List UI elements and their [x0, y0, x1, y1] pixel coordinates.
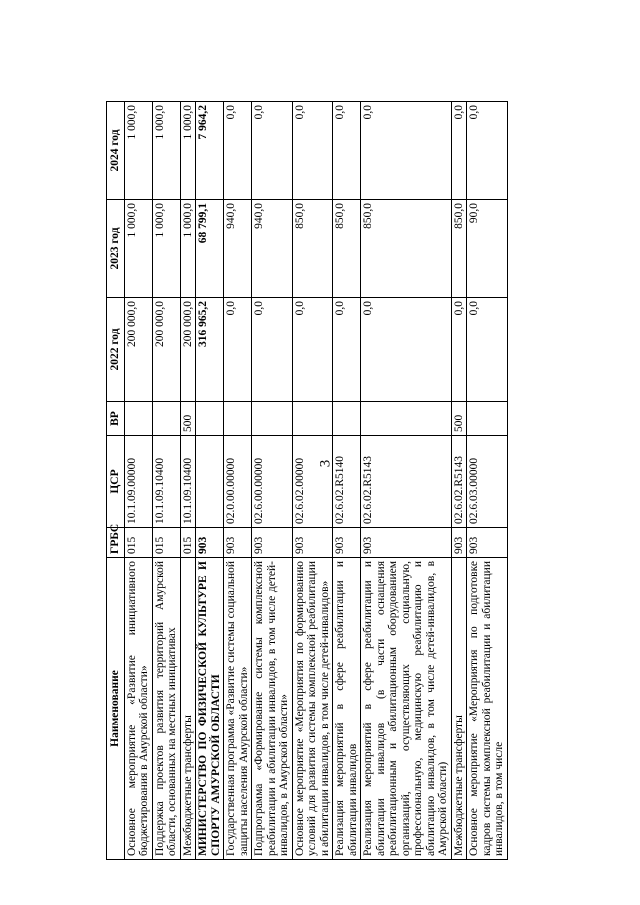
table-row: [224, 102, 252, 860]
cell-name: Основное мероприятие «Мероприятия по формированию условий для развития системы комплексной реабилитации и абилитации инвалидов, в том числе детей-инвалидов»: [292, 558, 333, 860]
cell-2022: 0,0: [451, 298, 467, 402]
cell-vr: [124, 402, 152, 436]
cell-name: Межбюджетные трансферты: [451, 558, 467, 860]
cell-2023: 940,0: [224, 200, 252, 298]
table-row: [292, 102, 333, 860]
header-csr: ЦСР: [107, 436, 125, 528]
cell-2024: 1 000,0: [180, 102, 196, 200]
cell-2022: 0,0: [252, 298, 293, 402]
cell-vr: 500: [451, 402, 467, 436]
cell-csr: 02.6.02.00000: [292, 436, 333, 528]
cell-vr: [152, 402, 180, 436]
cell-2024: 0,0: [252, 102, 293, 200]
cell-2024: 0,0: [292, 102, 333, 200]
budget-table: [106, 101, 508, 860]
table-row: [467, 102, 508, 860]
cell-vr: [224, 402, 252, 436]
cell-2024: 7 964,2: [196, 102, 224, 200]
header-2022: 2022 год: [107, 298, 125, 402]
table-row: [333, 102, 361, 860]
cell-vr: [292, 402, 333, 436]
table-row: [451, 102, 467, 860]
cell-vr: [333, 402, 361, 436]
cell-2023: 90,0: [467, 200, 508, 298]
cell-2022: 200 000,0: [180, 298, 196, 402]
cell-csr: 02.6.00.00000: [252, 436, 293, 528]
cell-grbs: 015: [180, 528, 196, 558]
cell-grbs: 903: [467, 528, 508, 558]
cell-csr: 02.6.03.00000: [467, 436, 508, 528]
cell-2022: 200 000,0: [124, 298, 152, 402]
cell-2023: 1 000,0: [180, 200, 196, 298]
cell-grbs: 903: [292, 528, 333, 558]
cell-2024: 1 000,0: [124, 102, 152, 200]
table-header-row: [107, 102, 125, 860]
table-row: [152, 102, 180, 860]
cell-name: Реализация мероприятий в сфере реабилитации и абилитации инвалидов (в части оснащения реабилитационным и абилитационным оборудованием организаций, осуществляющих социальную, профессиональную, медицинскую реабилитацию и абилитацию инвалидов, в том числе детей-инвалидов, в Амурской области): [361, 558, 452, 860]
cell-2022: 0,0: [333, 298, 361, 402]
cell-2023: 850,0: [333, 200, 361, 298]
cell-grbs: 903: [224, 528, 252, 558]
cell-name: Поддержка проектов развития территорий Амурской области, основанных на местных инициативах: [152, 558, 180, 860]
cell-2023: 850,0: [361, 200, 452, 298]
header-grbs: ГРБС: [107, 528, 125, 558]
header-2024: 2024 год: [107, 102, 125, 200]
table-row: [196, 102, 224, 860]
table-row: [180, 102, 196, 860]
cell-csr: 02.0.00.00000: [224, 436, 252, 528]
cell-name: Государственная программа «Развитие системы социальной защиты населения Амурской области»: [224, 558, 252, 860]
cell-vr: [467, 402, 508, 436]
cell-csr: 10.1.09.00000: [124, 436, 152, 528]
cell-2022: 0,0: [292, 298, 333, 402]
cell-2024: 0,0: [333, 102, 361, 200]
header-2023: 2023 год: [107, 200, 125, 298]
cell-name: Основное мероприятие «Развитие инициативного бюджетирования в Амурской области»: [124, 558, 152, 860]
cell-2022: 0,0: [467, 298, 508, 402]
rotated-table-container: [106, 102, 536, 860]
cell-2024: 0,0: [361, 102, 452, 200]
cell-grbs: 903: [451, 528, 467, 558]
cell-vr: [361, 402, 452, 436]
cell-2024: 0,0: [224, 102, 252, 200]
cell-csr: 02.6.02.R5140: [333, 436, 361, 528]
cell-grbs: 903: [333, 528, 361, 558]
cell-grbs: 903: [252, 528, 293, 558]
cell-grbs: 903: [196, 528, 224, 558]
cell-2023: 940,0: [252, 200, 293, 298]
cell-name: Реализация мероприятий в сфере реабилитации и абилитации инвалидов: [333, 558, 361, 860]
cell-vr: [196, 402, 224, 436]
cell-grbs: 015: [124, 528, 152, 558]
table-row: [124, 102, 152, 860]
cell-grbs: 903: [361, 528, 452, 558]
table-row: [361, 102, 452, 860]
table-row: [252, 102, 293, 860]
cell-2023: 850,0: [451, 200, 467, 298]
header-name: Наименование: [107, 558, 125, 860]
cell-csr: 10.1.09.10400: [180, 436, 196, 528]
cell-2023: 850,0: [292, 200, 333, 298]
cell-csr: 10.1.09.10400: [152, 436, 180, 528]
cell-2024: 0,0: [467, 102, 508, 200]
cell-2024: 1 000,0: [152, 102, 180, 200]
cell-2023: 68 799,1: [196, 200, 224, 298]
cell-csr: 02.6.02.R5143: [361, 436, 452, 528]
cell-2023: 1 000,0: [124, 200, 152, 298]
cell-name: Подпрограмма «Формирование системы комплексной реабилитации и абилитации инвалидов, в том числе детей-инвалидов, в Амурской области»: [252, 558, 293, 860]
cell-csr: [196, 436, 224, 528]
cell-name: Основное мероприятие «Мероприятия по подготовке кадров системы комплексной реабилитации и абилитации инвалидов, в том числе: [467, 558, 508, 860]
cell-2022: 316 965,2: [196, 298, 224, 402]
cell-name: Межбюджетные трансферты: [180, 558, 196, 860]
cell-2022: 0,0: [224, 298, 252, 402]
cell-2022: 200 000,0: [152, 298, 180, 402]
cell-vr: [252, 402, 293, 436]
cell-2022: 0,0: [361, 298, 452, 402]
cell-grbs: 015: [152, 528, 180, 558]
cell-vr: 500: [180, 402, 196, 436]
page-number: 3: [317, 459, 334, 468]
cell-csr: 02.6.02.R5143: [451, 436, 467, 528]
cell-2024: 0,0: [451, 102, 467, 200]
cell-name: МИНИСТЕРСТВО ПО ФИЗИЧЕСКОЙ КУЛЬТУРЕ И СПОРТУ АМУРСКОЙ ОБЛАСТИ: [196, 558, 224, 860]
header-vr: ВР: [107, 402, 125, 436]
cell-2023: 1 000,0: [152, 200, 180, 298]
